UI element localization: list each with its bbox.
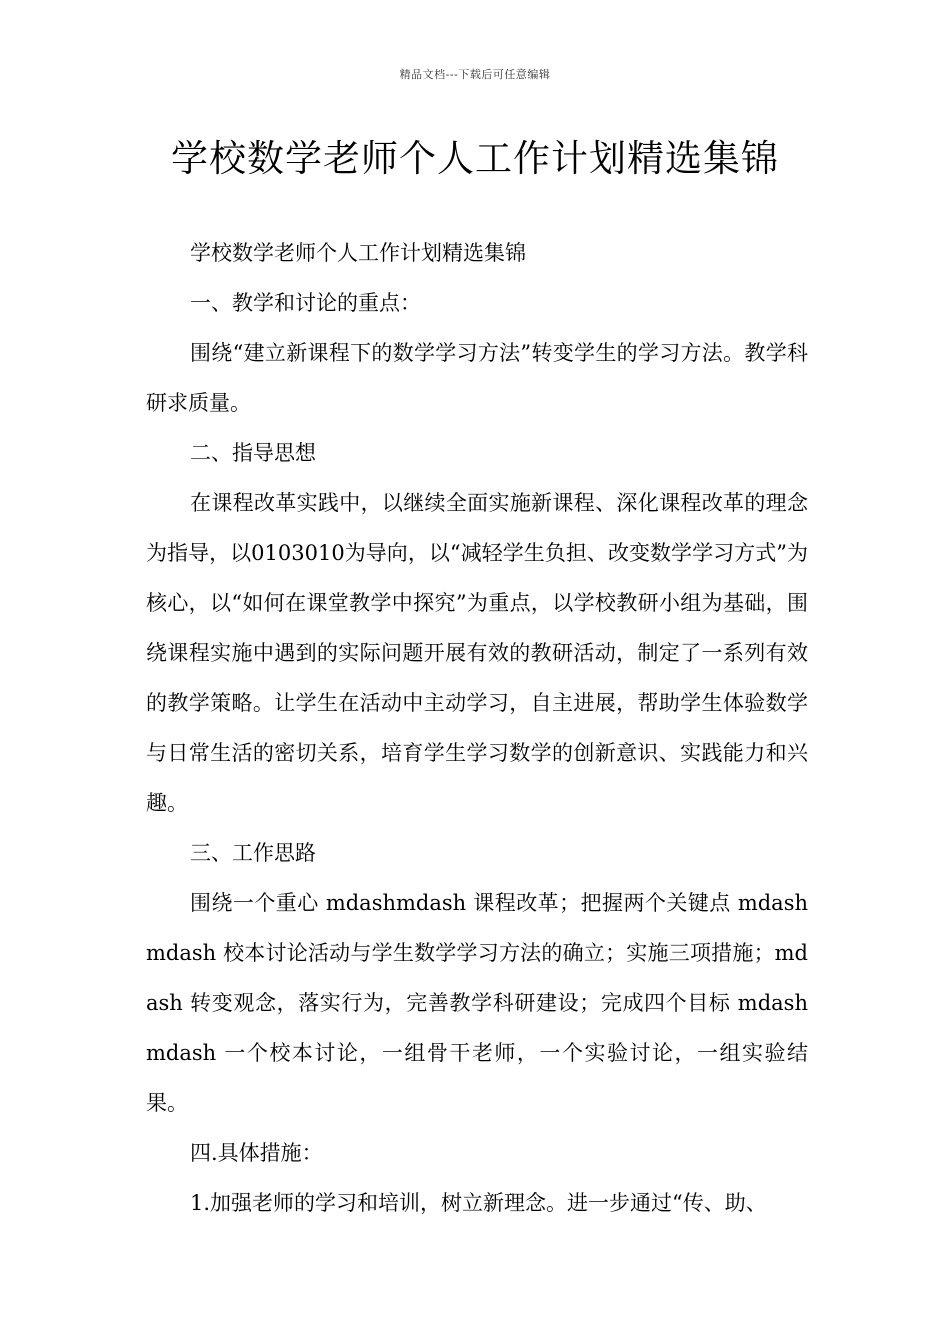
section-heading-3: 三、工作思路 — [190, 841, 316, 865]
paragraph-subtitle: 学校数学老师个人工作计划精选集锦 — [190, 241, 526, 265]
header-note: 精品文档---下载后可任意编辑 — [399, 68, 551, 81]
document-title: 学校数学老师个人工作计划精选集锦 — [171, 137, 779, 180]
paragraph-3: 围绕一个重心 mdashmdash 课程改革；把握两个关键点 mdashmdash 校本讨论活动与学生数学学习方法的确立；实施三项措施；mdash 转变观念，落实行为，完善教学科研建设；完成四个目标 mdashmdash 一个校本讨论，一组骨干老师，一个实验讨论，一组实验结果。 — [146, 891, 808, 1115]
paragraph-4: 1.加强老师的学习和培训，树立新理念。进一步通过“传、助、 — [190, 1191, 767, 1215]
section-heading-1: 一、教学和讨论的重点： — [190, 291, 421, 315]
paragraph-2: 在课程改革实践中，以继续全面实施新课程、深化课程改革的理念为指导，以0103010为导向，以“减轻学生负担、改变数学学习方式”为核心，以“如何在课堂教学中探究”为重点，以学校教研小组为基础，围绕课程实施中遇到的实际问题开展有效的教研活动，制定了一系列有效的教学策略。让学生在活动中主动学习，自主进展，帮助学生体验数学与日常生活的密切关系，培育学生学习数学的创新意识、实践能力和兴趣。 — [146, 491, 808, 815]
section-heading-2: 二、指导思想 — [190, 441, 316, 465]
section-heading-4: 四.具体措施： — [190, 1141, 323, 1165]
document-body — [146, 228, 808, 1228]
paragraph-1: 围绕“建立新课程下的数学学习方法”转变学生的学习方法。教学科研求质量。 — [146, 341, 808, 415]
